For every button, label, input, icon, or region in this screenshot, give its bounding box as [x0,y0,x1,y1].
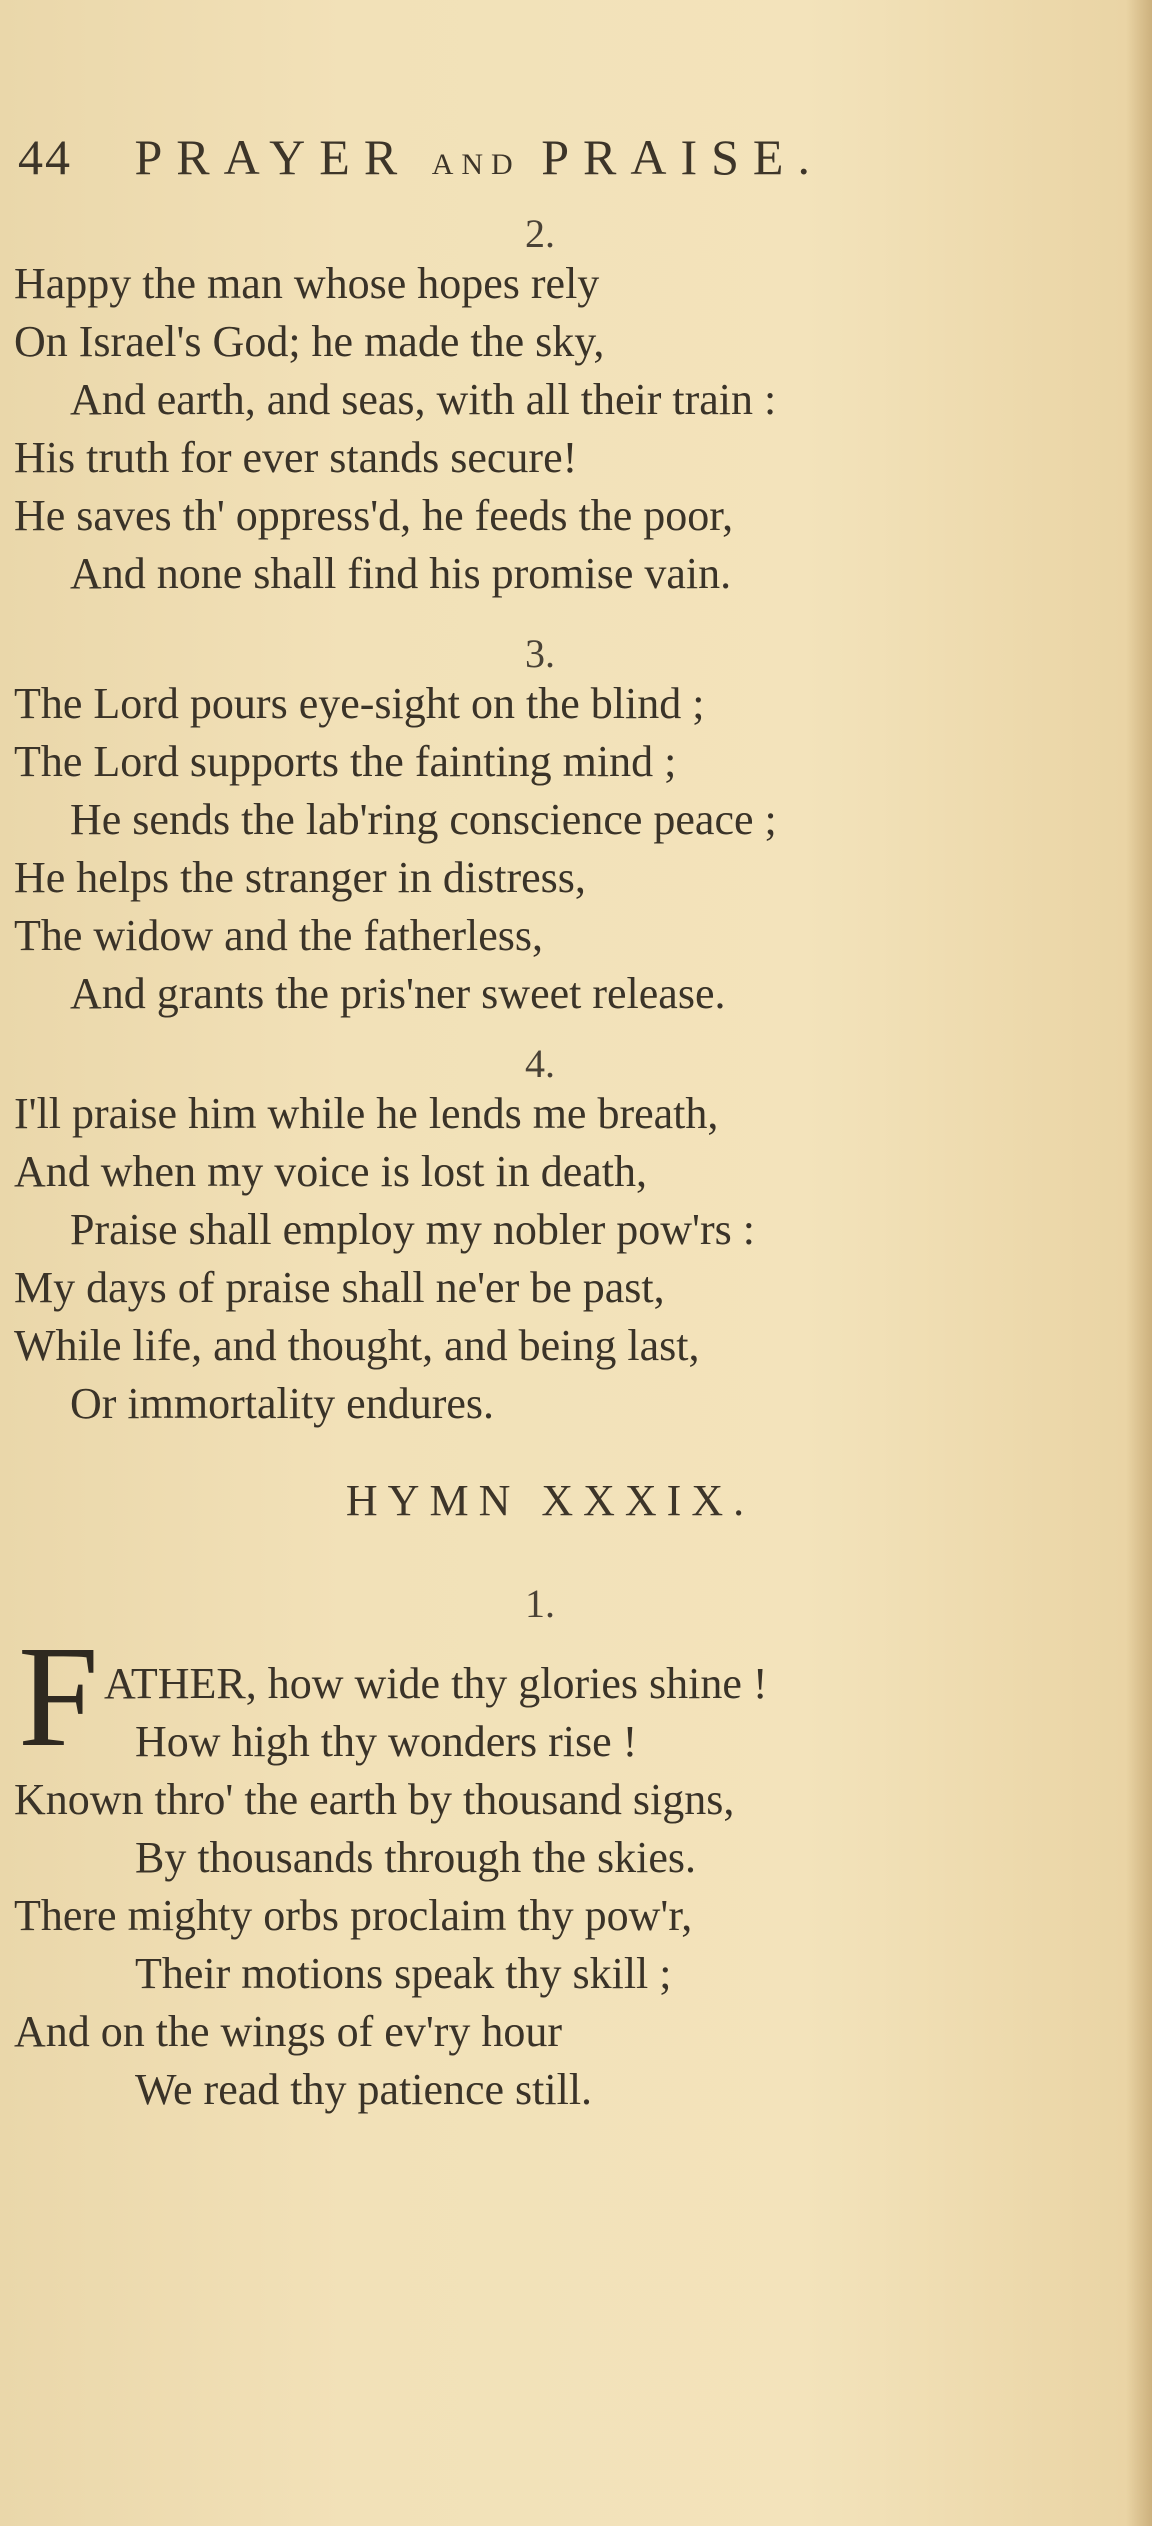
header-title-and: AND [431,148,521,181]
verse-line: Their motions speak thy skill ; [135,1949,672,1998]
verse-line: ATHER, how wide thy glories shine ! [104,1659,768,1708]
verse-line: Or immortality endures. [70,1379,495,1428]
verse-line: While life, and thought, and being last, [14,1321,700,1370]
verse-line: The Lord supports the fainting mind ; [14,737,677,786]
verse-line: He saves th' oppress'd, he feeds the poor, [14,491,734,540]
verse-line: We read thy patience still. [135,2065,593,2114]
verse-line: And earth, and seas, with all their train : [70,375,777,424]
verse-line: The widow and the fatherless, [14,911,544,960]
verse-line: On Israel's God; he made the sky, [14,317,605,366]
verse-line: I'll praise him while he lends me breath, [14,1089,719,1138]
stanza-number: 4. [525,1041,555,1086]
page-edge-shadow [1126,0,1152,2526]
stanza-number: 2. [525,211,555,256]
header-title-prayer: PRAYER [134,129,412,185]
verse-line: Happy the man whose hopes rely [14,259,600,308]
verse-line: How high thy wonders rise ! [135,1717,638,1766]
verse-line: And grants the pris'ner sweet release. [70,969,726,1018]
header-title-praise: PRAISE. [541,129,824,185]
verse-line: And on the wings of ev'ry hour [14,2007,563,2056]
verse-line: Praise shall employ my nobler pow'rs : [70,1205,755,1254]
running-header [18,128,824,186]
verse-line: And when my voice is lost in death, [14,1147,648,1196]
verse-line: And none shall find his promise vain. [70,549,732,598]
verse-line: He sends the lab'ring conscience peace ; [70,795,777,844]
verse-line: My days of praise shall ne'er be past, [14,1263,665,1312]
verse-line: His truth for ever stands secure! [14,433,578,482]
stanza-number: 1. [525,1581,555,1626]
verse-line: He helps the stranger in distress, [14,853,586,902]
stanza-number: 3. [525,631,555,676]
verse-line: The Lord pours eye-sight on the blind ; [14,679,705,728]
page-number: 44 [18,129,72,185]
hymn-title: HYMN XXXIX. [345,1476,755,1525]
verse-line: Known thro' the earth by thousand signs, [14,1775,735,1824]
verse-line: By thousands through the skies. [135,1833,696,1882]
verse-line: There mighty orbs proclaim thy pow'r, [14,1891,693,1940]
drop-cap: F [18,1617,99,1777]
